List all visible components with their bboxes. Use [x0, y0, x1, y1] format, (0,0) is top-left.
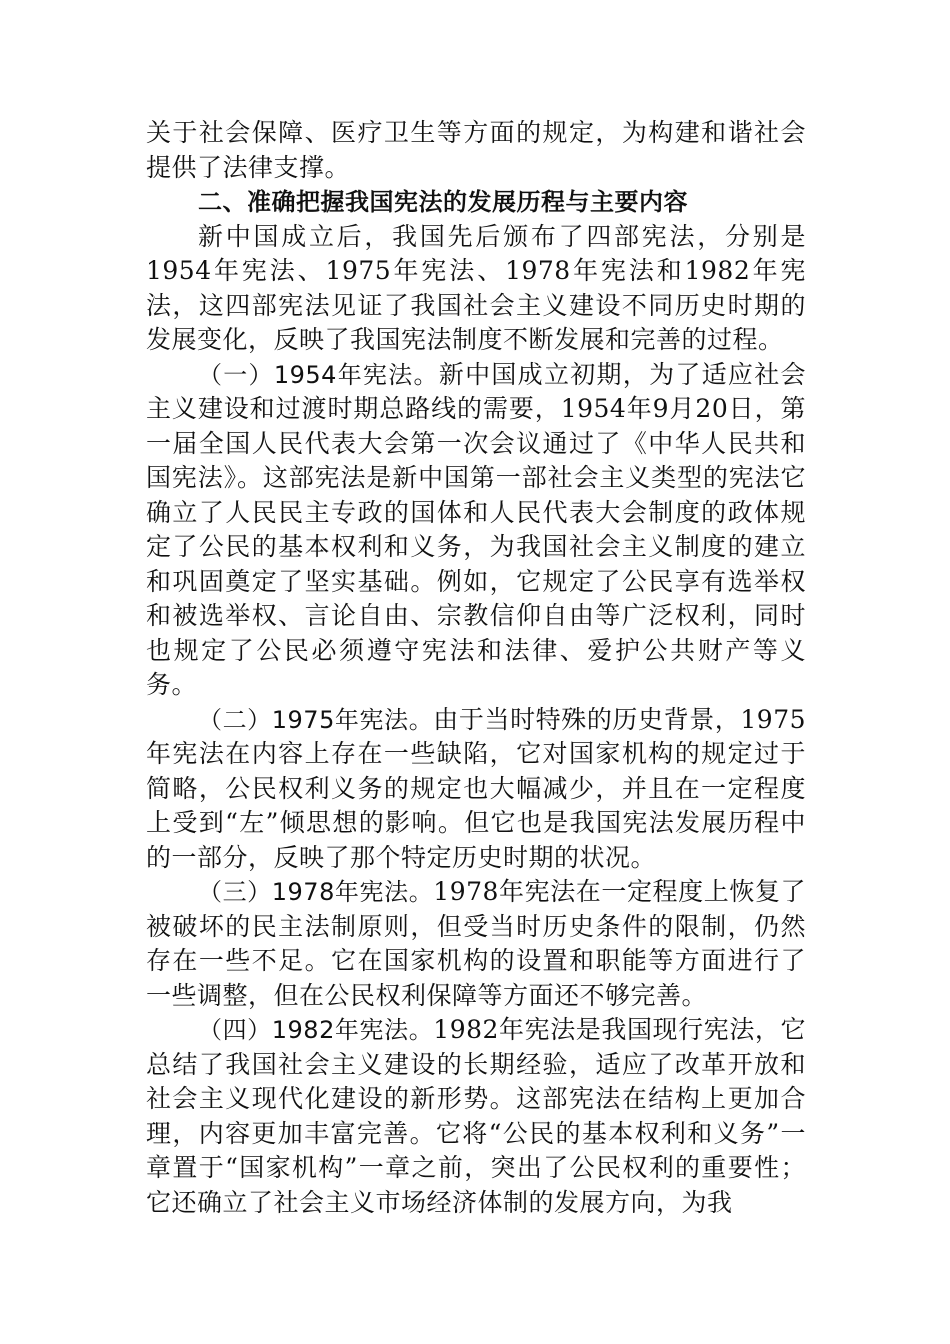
- paragraph-continued: 关于社会保障、医疗卫生等方面的规定，为构建和谐社会提供了法律支撑。: [146, 118, 806, 182]
- paragraph-1982: [146, 1013, 806, 1220]
- paragraph-1975: [146, 703, 806, 876]
- paragraph-1978-text: 1978年宪法在一定程度上恢复了被破坏的民主法制原则，但受当时历史条件的限制，仍然存在一些不足。它在国家机构的设置和职能等方面进行了一些调整，但在公民权利保障等方面还不够完善。: [146, 877, 806, 1010]
- subheading-1982: （四）1982年宪法。: [198, 1016, 434, 1044]
- paragraph-1978: [146, 875, 806, 1013]
- paragraph-1954-text: 新中国成立初期，为了适应社会主义建设和过渡时期总路线的需要，1954年9月20日，第一届全国人民代表大会第一次会议通过了《中华人民共和国宪法》。这部宪法是新中国第一部社会主义类型的宪法它确立了人民民主专政的国体和人民代表大会制度的政体规定了公民的基本权利和义务，为我国社会主义制度的建立和巩固奠定了坚实基础。例如，它规定了公民享有选举权和被选举权、言论自由、宗教信仰自由等广泛权利，同时也规定了公民必须遵守宪法和法律、爱护公共财产等义务。: [146, 359, 806, 699]
- subheading-1978: （三）1978年宪法。: [198, 878, 434, 906]
- paragraph-intro: 新中国成立后，我国先后颁布了四部宪法，分别是1954年宪法、1975年宪法、1978年宪法和1982年宪法，这四部宪法见证了我国社会主义建设不同历史时期的发展变化，反映了我国宪法制度不断发展和完善的过程。: [146, 221, 806, 354]
- paragraph-1982-text: 1982年宪法是我国现行宪法，它总结了我国社会主义建设的长期经验，适应了改革开放和社会主义现代化建设的新形势。这部宪法在结构上更加合理，内容更加丰富完善。它将“公民的基本权利和义务”一章置于“国家机构”一章之前，突出了公民权利的重要性；它还确立了社会主义市场经济体制的发展方向，为我: [146, 1015, 806, 1217]
- section-heading: 二、准确把握我国宪法的发展历程与主要内容: [198, 188, 688, 216]
- subheading-1975: （二）1975年宪法。: [198, 705, 434, 734]
- document-body: [146, 116, 806, 1220]
- paragraph-1975-text: 由于当时特殊的历史背景，1975年宪法在内容上存在一些缺陷，它对国家机构的规定过于简略，公民权利义务的规定也大幅减少，并且在一定程度上受到“左”倾思想的影响。但它也是我国宪法发展历程中的一部分，反映了那个特定历史时期的状况。: [146, 704, 806, 872]
- paragraph-1954: [146, 358, 806, 703]
- subheading-1954: （一）1954年宪法。: [198, 360, 439, 389]
